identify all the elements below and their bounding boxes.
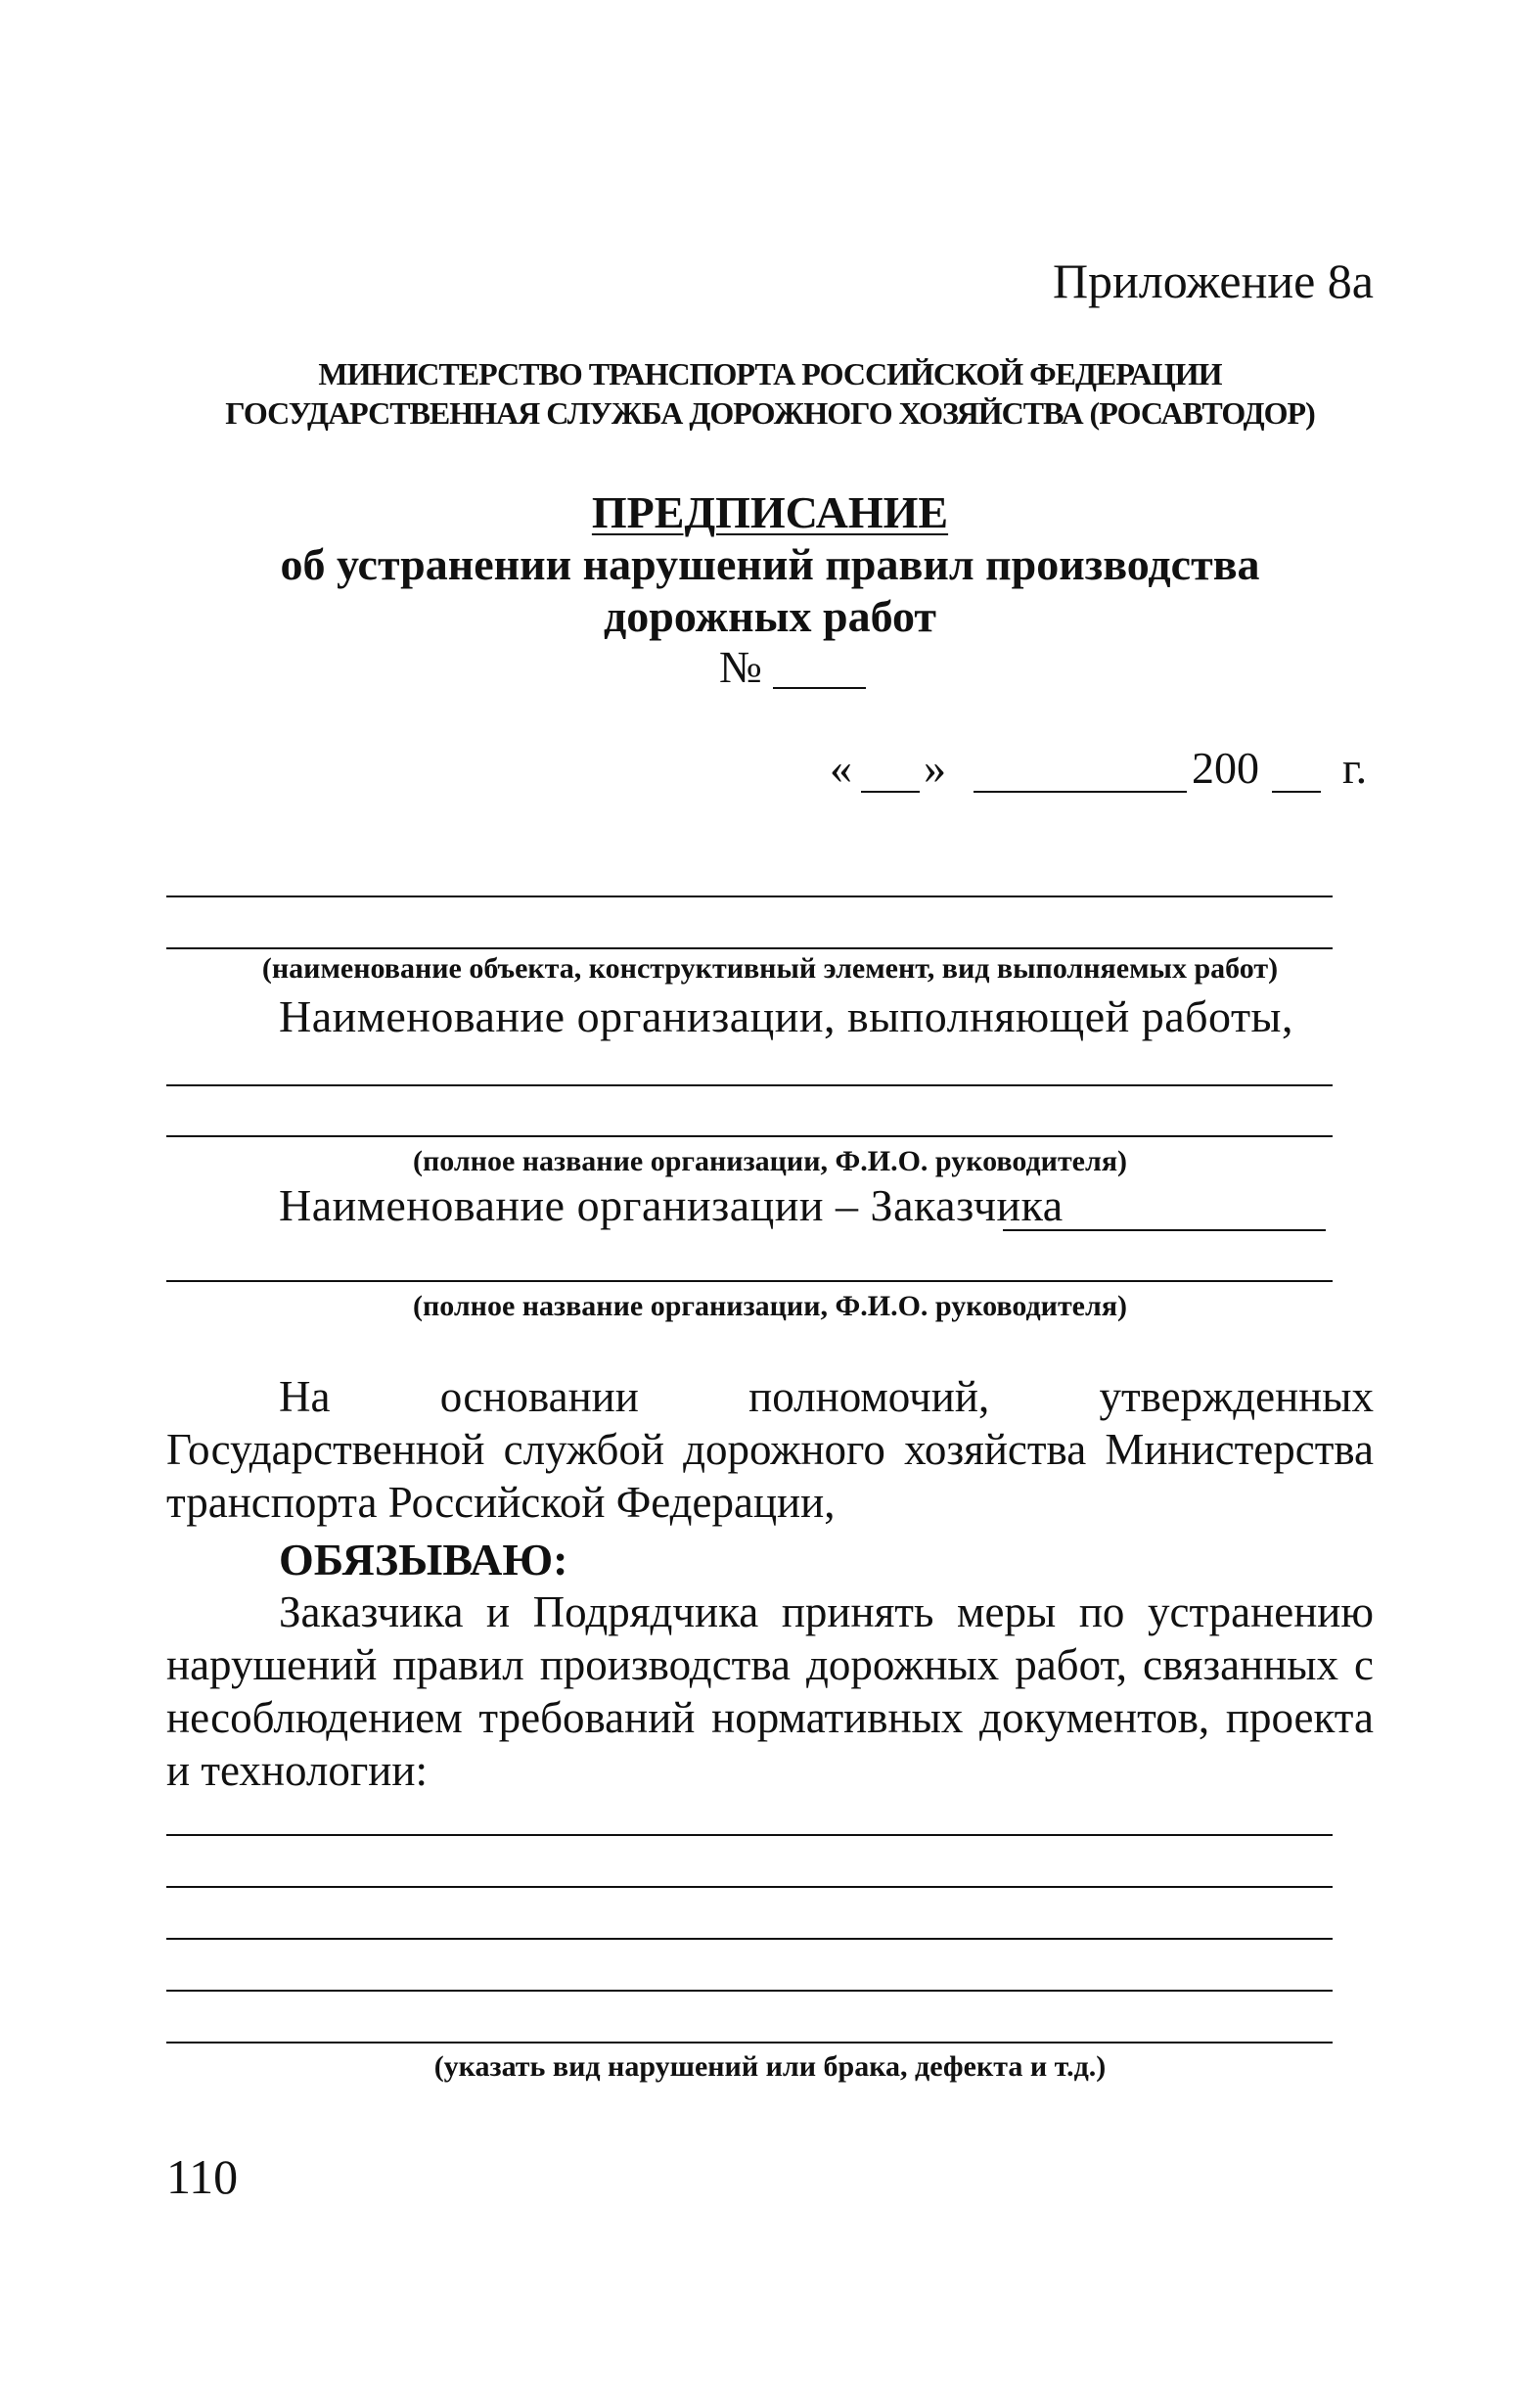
- number-field-line[interactable]: [773, 687, 866, 689]
- date-day-line[interactable]: [861, 791, 920, 793]
- date-year-line[interactable]: [1272, 791, 1321, 793]
- object-field-line-1[interactable]: [166, 896, 1333, 897]
- obligate-heading: ОБЯЗЫВАЮ:: [279, 1535, 568, 1584]
- date-month-line[interactable]: [974, 791, 1187, 793]
- customer-label: Наименование организации – Заказчика: [279, 1180, 1064, 1230]
- contractor-caption: (полное название организации, Ф.И.О. руководителя): [412, 1145, 1128, 1177]
- date-close-quote: »: [924, 743, 946, 793]
- contractor-field-line-2[interactable]: [166, 1135, 1333, 1137]
- object-caption: (наименование объекта, конструктивный элемент, вид выполняемых работ): [261, 952, 1279, 985]
- appendix-label: Приложение 8а: [1052, 253, 1374, 308]
- page-number: 110: [166, 2149, 239, 2204]
- violations-field-line-4[interactable]: [166, 1990, 1333, 1992]
- ministry-line-2: ГОСУДАРСТВЕННАЯ СЛУЖБА ДОРОЖНОГО ХОЗЯЙСТВА (РОСАВТОДОР): [225, 395, 1315, 431]
- violations-field-line-1[interactable]: [166, 1834, 1333, 1836]
- customer-caption: (полное название организации, Ф.И.О. руководителя): [412, 1290, 1128, 1322]
- number-label: №: [719, 642, 762, 692]
- contractor-field-line-1[interactable]: [166, 1084, 1333, 1086]
- violations-caption: (указать вид нарушений или брака, дефекта и т.д.): [433, 2050, 1107, 2083]
- obligation-paragraph: Заказчика и Подрядчика принять меры по устранению нарушений правил производства дорожных работ, связанных с несоблюдением требований нормативных документов, проекта и технологии:: [166, 1587, 1374, 1795]
- contractor-label: Наименование организации, выполняющей работы,: [279, 991, 1293, 1041]
- document-title: [0, 484, 1540, 541]
- document-subtitle-1: об устранении нарушений правил производства: [280, 539, 1260, 589]
- ministry-line-1: МИНИСТЕРСТВО ТРАНСПОРТА РОССИЙСКОЙ ФЕДЕРАЦИИ: [318, 356, 1222, 391]
- customer-field-line-2[interactable]: [166, 1280, 1333, 1282]
- date-year-suffix: г.: [1342, 743, 1368, 793]
- date-open-quote: «: [830, 743, 852, 793]
- document-title-main: ПРЕДПИСАНИЕ: [591, 487, 949, 537]
- violations-field-line-2[interactable]: [166, 1886, 1333, 1888]
- object-field-line-2[interactable]: [166, 947, 1333, 949]
- customer-field-line-1[interactable]: [1003, 1229, 1326, 1231]
- authority-paragraph: На основании полномочий, утвержденных Государственной службой дорожного хозяйства Министерства транспорта Российской Федерации,: [166, 1372, 1374, 1527]
- violations-field-line-5[interactable]: [166, 2042, 1333, 2044]
- violations-field-line-3[interactable]: [166, 1938, 1333, 1940]
- date-year-prefix: 200: [1192, 743, 1259, 793]
- document-subtitle-2: дорожных работ: [604, 591, 936, 641]
